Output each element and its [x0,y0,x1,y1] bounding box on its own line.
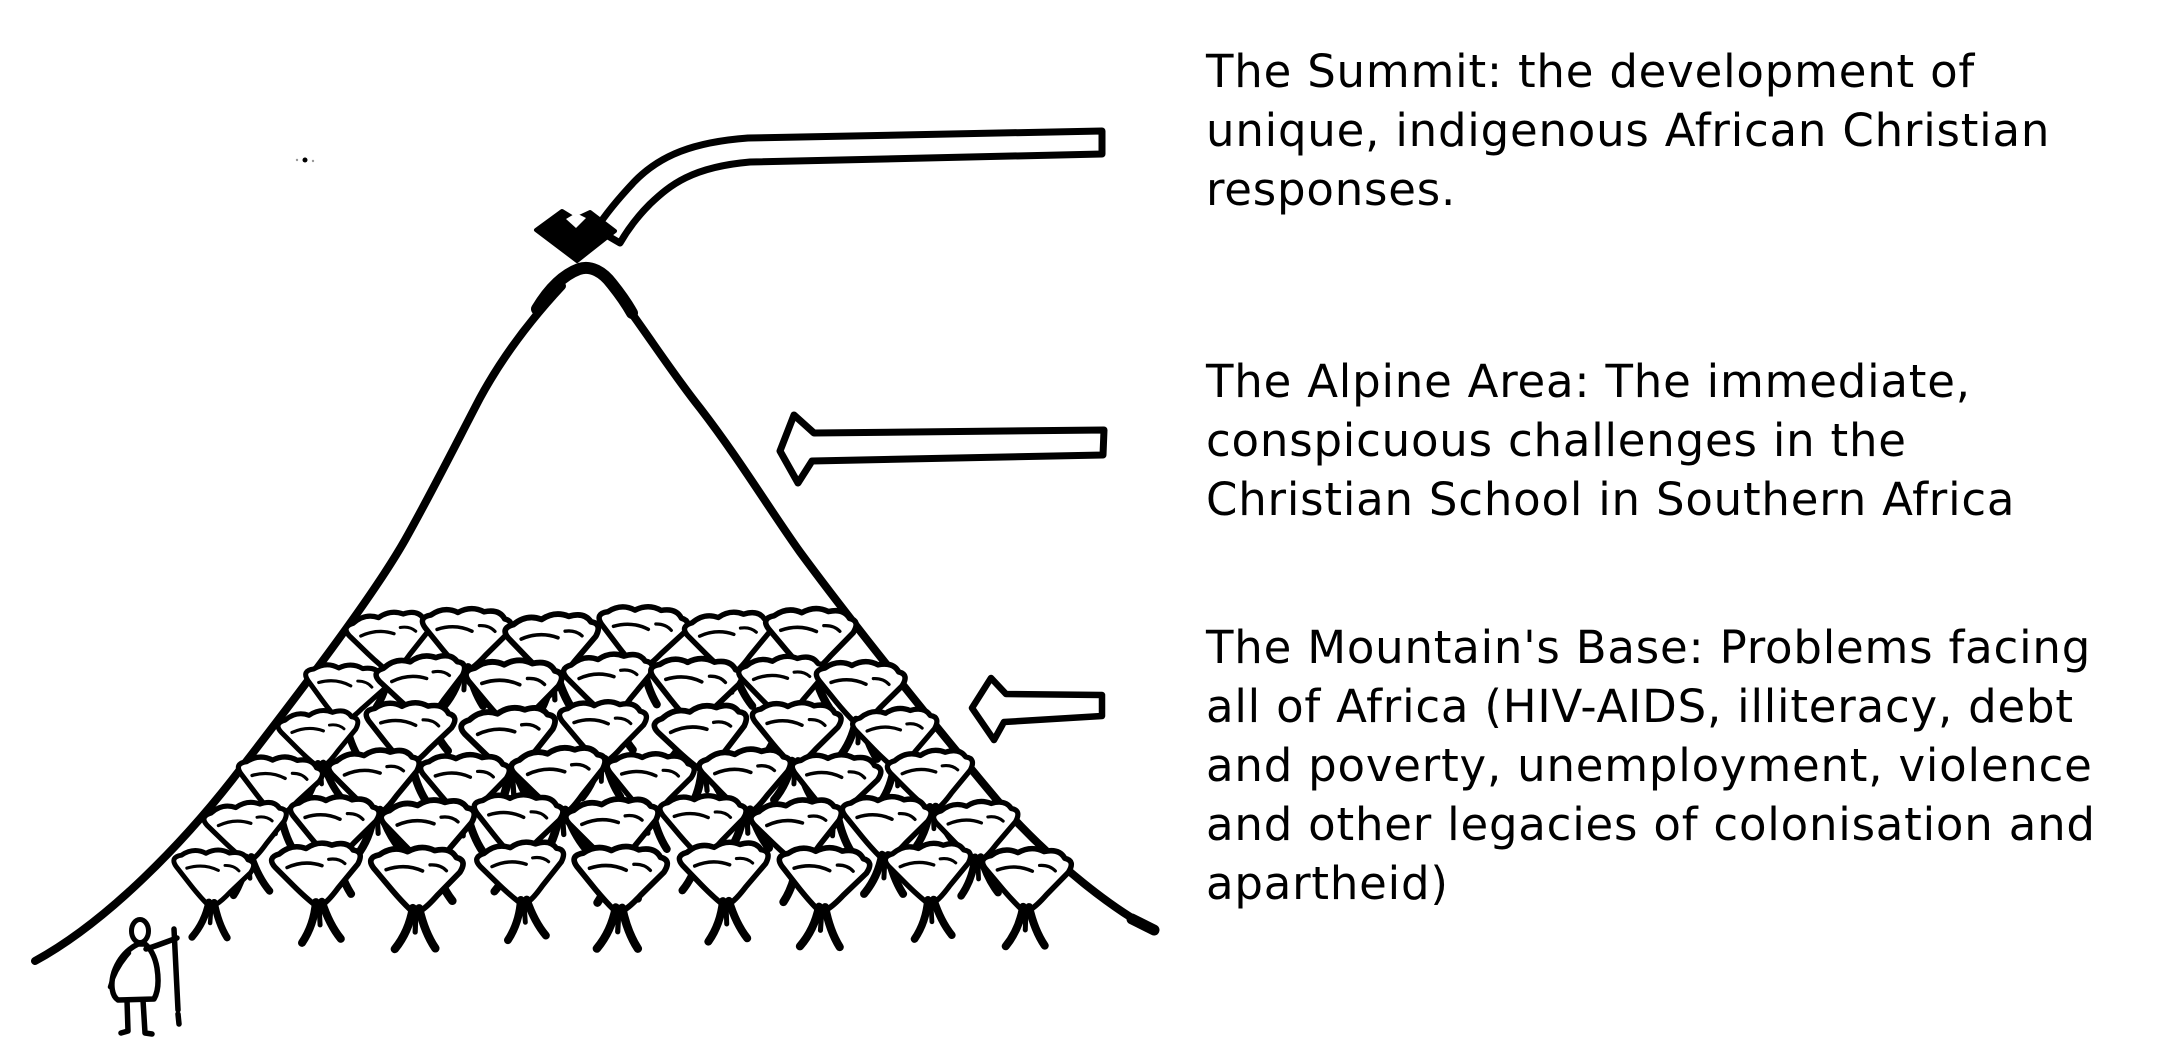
person-right-leg [143,1000,152,1034]
annotation-summit [1206,42,2050,219]
annotation-line: unique, indigenous African Christian [1206,104,2051,157]
annotation-line: The Summit: the development of [1206,45,1976,98]
mountain-right-slope-end [1132,919,1154,930]
annotation-base [1206,618,2096,913]
annotation-line: apartheid) [1206,857,1449,910]
walking-staff [174,929,179,1024]
alpine-arrow [780,415,1104,483]
person-robe [112,944,158,1000]
ink-speck [312,160,314,162]
annotation-line: Christian School in Southern Africa [1206,473,2016,526]
annotation-line: responses. [1206,163,1457,216]
person-head [132,920,149,943]
annotation-line: and other legacies of colonisation and [1206,798,2096,851]
tree [980,847,1072,949]
tree [570,844,668,952]
ink-speck [303,158,308,163]
annotation-line: and poverty, unemployment, violence [1206,739,2093,792]
person-left-leg [121,1000,128,1033]
tree [679,841,771,943]
person-figure [110,920,177,1035]
tree [169,847,255,941]
annotation-alpine [1206,352,2015,529]
annotation-line: The Alpine Area: The immediate, [1206,355,1971,408]
tree [476,840,570,942]
ink-speck [296,159,298,161]
base-arrow [972,678,1102,740]
annotation-line: The Mountain's Base: Problems facing [1206,621,2092,674]
summit-arrow [536,131,1102,261]
summit-arrow-shaft [596,131,1102,243]
tree-band [169,603,1072,952]
annotation-line: all of Africa (HIV-AIDS, illiteracy, debt [1206,680,2074,733]
annotation-line: conspicuous challenges in the [1206,414,1907,467]
